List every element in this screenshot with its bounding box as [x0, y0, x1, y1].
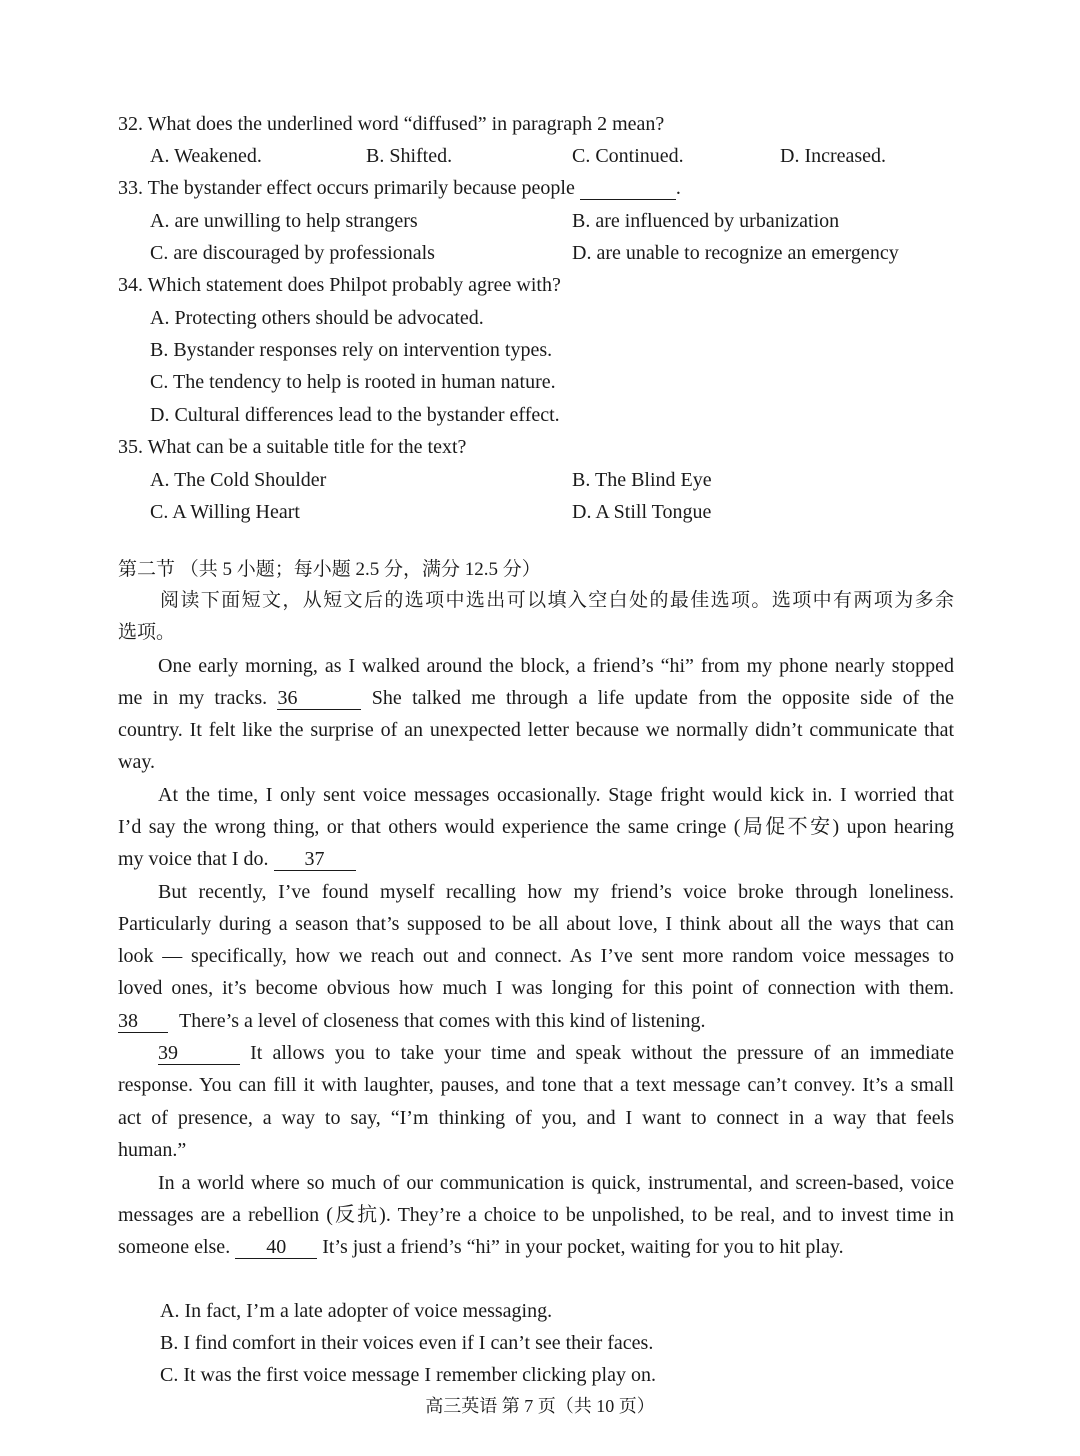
p5-line3-end: It’s just a friend’s “hi” in your pocket, waiting for you to hit play. — [322, 1236, 844, 1258]
p3-line1: But recently, I’ve found myself recalling how my friend’s voice broke through loneliness. — [158, 881, 954, 903]
p1-line2 — [118, 684, 954, 712]
q35-option-d: D. A Still Tongue — [572, 501, 712, 523]
answer-option-a: A. In fact, I’m a late adopter of voice messaging. — [160, 1300, 553, 1322]
section-instruction-line1: 阅读下面短文，从短文后的选项中选出可以填入空白处的最佳选项。选项中有两项为多余 — [160, 590, 954, 611]
q35-option-a: A. The Cold Shoulder — [150, 469, 327, 491]
q34-option-c: C. The tendency to help is rooted in human nature. — [150, 371, 556, 393]
answer-option-c: C. It was the first voice message I remember clicking play on. — [160, 1364, 656, 1386]
blank-38: 38 — [118, 1010, 168, 1033]
answer-option-b: B. I find comfort in their voices even if I can’t see their faces. — [160, 1332, 654, 1354]
p4-line1 — [158, 1039, 954, 1067]
p5-line1: In a world where so much of our communication is quick, instrumental, and screen-based, voice — [158, 1172, 954, 1194]
p4-line3: act of presence, a way to say, “I’m thinking of you, and I want to connect in a way that feels — [118, 1107, 954, 1129]
q32-option-c: C. Continued. — [572, 145, 684, 167]
q33-stem-line — [118, 174, 681, 202]
blank-39: 39 — [158, 1042, 240, 1065]
q33-blank — [580, 177, 676, 200]
p1-line1: One early morning, as I walked around the block, a friend’s “hi” from my phone nearly stopped — [158, 655, 954, 677]
p1-line2-end: She talked me through a life update from the opposite side of the — [371, 687, 955, 709]
q33-option-b: B. are influenced by urbanization — [572, 210, 840, 232]
p2-line2: I’d say the wrong thing, or that others would experience the same cringe (局促不安) upon hearing — [118, 816, 954, 838]
p2-line1: At the time, I only sent voice messages occasionally. Stage fright would kick in. I worried that — [158, 784, 954, 806]
q33-option-c: C. are discouraged by professionals — [150, 242, 435, 264]
q35-option-b: B. The Blind Eye — [572, 469, 712, 491]
blank-36: 36 — [277, 687, 361, 710]
q34-stem: 34. Which statement does Philpot probably agree with? — [118, 274, 561, 296]
p1-line3: country. It felt like the surprise of an unexpected letter because we normally didn’t communicate that — [118, 719, 954, 741]
p2-line3-text: my voice that I do. — [118, 848, 269, 870]
q34-option-d: D. Cultural differences lead to the bystander effect. — [150, 404, 560, 426]
q35-option-c: C. A Willing Heart — [150, 501, 300, 523]
q34-option-a: A. Protecting others should be advocated. — [150, 307, 484, 329]
q33-option-d: D. are unable to recognize an emergency — [572, 242, 899, 264]
q32-option-d: D. Increased. — [780, 145, 887, 167]
q35-stem: 35. What can be a suitable title for the text? — [118, 436, 467, 458]
p1-line4: way. — [118, 751, 156, 773]
q33-option-a: A. are unwilling to help strangers — [150, 210, 418, 232]
q32-option-b: B. Shifted. — [366, 145, 453, 167]
p5-line3-start: someone else. — [118, 1236, 231, 1258]
section-instruction-line2: 选项。 — [118, 622, 176, 643]
q32-option-a: A. Weakened. — [150, 145, 262, 167]
p4-line2: response. You can fill it with laughter, pauses, and tone that a text message can’t convey. It’s a small — [118, 1074, 954, 1096]
p5-line3 — [118, 1233, 844, 1261]
p3-line2: Particularly during a season that’s supposed to be all about love, I think about all the ways that can — [118, 913, 954, 935]
q33-stem-end: . — [675, 177, 681, 199]
p4-line4: human.” — [118, 1139, 187, 1161]
page-footer: 高三英语 第 7 页（共 10 页） — [425, 1396, 655, 1416]
p3-line4: loved ones, it’s become obvious how much I was longing for this point of connection with them. — [118, 977, 954, 999]
p3-line5-text: There’s a level of closeness that comes with this kind of listening. — [179, 1010, 706, 1032]
p3-line5 — [118, 1007, 706, 1035]
q32-stem: 32. What does the underlined word “diffused” in paragraph 2 mean? — [118, 113, 665, 135]
p2-line3 — [118, 845, 356, 873]
p5-line2: messages are a rebellion (反抗). They’re a choice to be unpolished, to be real, and to invest time in — [118, 1204, 954, 1226]
q33-stem: 33. The bystander effect occurs primarily because people — [118, 177, 575, 199]
blank-37: 37 — [274, 848, 356, 871]
blank-40: 40 — [235, 1236, 317, 1259]
section-header: 第二节 （共 5 小题；每小题 2.5 分，满分 12.5 分） — [118, 559, 541, 580]
q34-option-b: B. Bystander responses rely on intervention types. — [150, 339, 553, 361]
p1-line2-start: me in my tracks. — [118, 687, 268, 709]
p3-line3: look — specifically, how we reach out and connect. As I’ve sent more random voice messages to — [118, 945, 954, 967]
p4-line1-text: It allows you to take your time and speak without the pressure of an immediate — [250, 1042, 955, 1064]
